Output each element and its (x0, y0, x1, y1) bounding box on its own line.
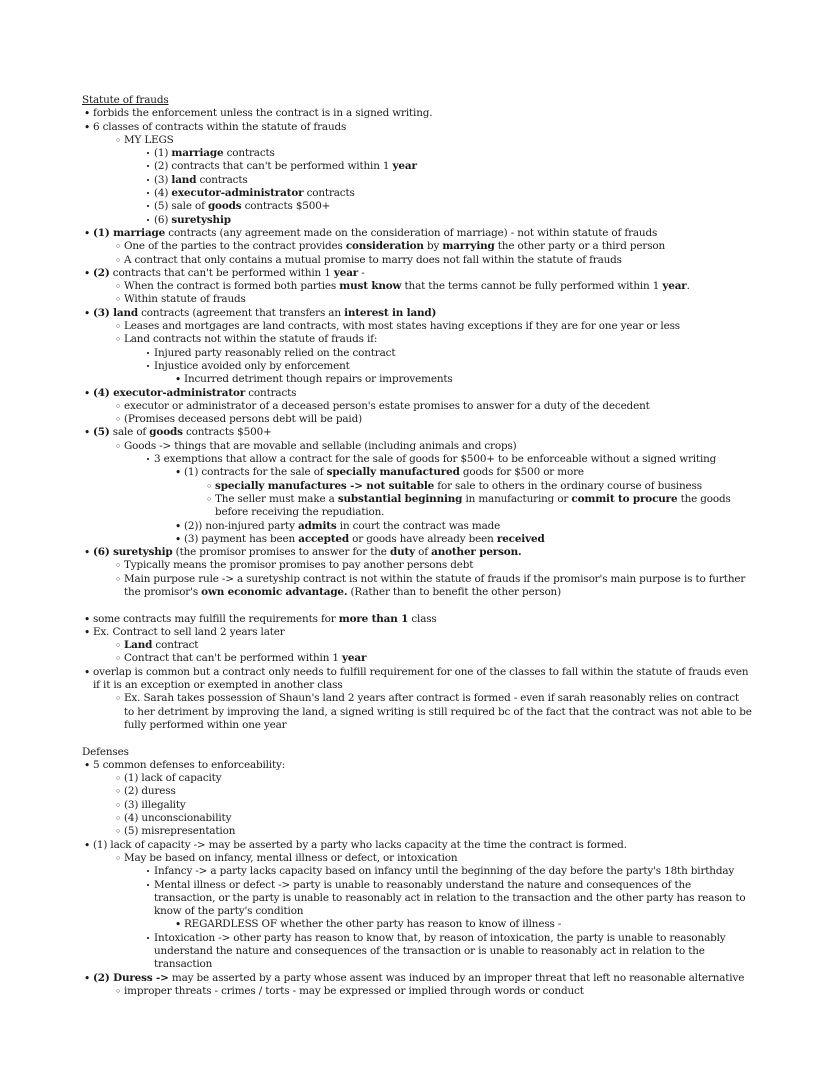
list-item (82, 573, 752, 600)
list-item (82, 972, 752, 985)
text: (3) illegality (124, 798, 186, 811)
text: or goods have already been (348, 532, 497, 545)
bullet-disc-icon (82, 839, 92, 853)
list-item (82, 333, 752, 346)
text: Leases and mortgages are land contracts, with most states having exceptions if they are for one year or less (124, 320, 680, 333)
bullet-disc-icon (82, 666, 92, 680)
list-item (82, 453, 752, 466)
section-heading (82, 94, 752, 107)
text: Land contracts not within the statute of frauds if: (124, 333, 378, 346)
bullet-circle-icon (113, 985, 123, 999)
list-item (82, 466, 752, 479)
bullet-circle-icon (113, 652, 123, 666)
bullet-circle-icon (113, 785, 123, 799)
bullet-circle-icon (113, 333, 123, 347)
bold-text: interest in land) (344, 306, 437, 319)
list-item (82, 852, 752, 865)
section-spacer (82, 599, 752, 612)
list-item (82, 147, 752, 160)
text: - (358, 266, 365, 279)
text: (Rather than to benefit the other person) (347, 585, 562, 598)
bold-text: goods (207, 200, 242, 213)
bullet-disc-icon (82, 307, 92, 321)
text: the goods before receiving the repudiation. (215, 492, 731, 519)
bold-text: more than 1 (338, 612, 409, 625)
list-item (82, 227, 752, 240)
text: When the contract is formed both parties (124, 280, 340, 293)
bullet-circle-icon (113, 812, 123, 826)
text: overlap is common but a contract only needs to fulfill requirement for one of the classes to fall within the statute of frauds even if it is an exception or exempted in another class (93, 665, 749, 692)
list-item (82, 812, 752, 825)
bullet-disc-icon (82, 972, 92, 986)
bold-text: year (333, 266, 359, 279)
bullet-dot-icon (143, 879, 153, 893)
text: (Promises deceased persons debt will be paid) (124, 413, 362, 426)
text: 6 classes of contracts within the statute of frauds (93, 120, 347, 133)
text: contract (152, 639, 199, 652)
text: may be asserted by a party whose assent was induced by an improper threat that left no reasonable alternative (168, 971, 745, 984)
bold-text: substantial beginning (337, 492, 463, 505)
text: Typically means the promisor promises to pay another persons debt (124, 559, 474, 572)
bullet-disc-icon (82, 426, 92, 440)
list-item (82, 160, 752, 173)
bullet-disc-icon (82, 227, 92, 241)
text: Injured party reasonably relied on the contract (154, 346, 396, 359)
list-item (82, 533, 752, 546)
text: Mental illness or defect -> party is unable to reasonably understand the nature and consequences of the transaction, or the party is unable to reasonably act in relation to the transaction and the other party has reason to know of the party's condition (154, 878, 746, 918)
bold-text: own economic advantage. (201, 585, 348, 598)
text: Intoxication -> other party has reason to know that, by reason of intoxication, the party is unable to reasonably understand the nature and consequences of the transaction or is unable to reasonably act in relation to the transaction (154, 931, 726, 971)
list-item (82, 879, 752, 919)
text: contracts $500+ (241, 200, 331, 213)
list-item (82, 865, 752, 878)
list-item (82, 666, 752, 693)
bullet-circle-icon (204, 480, 214, 494)
text: (3) payment has been (184, 532, 299, 545)
text: contracts $500+ (182, 426, 272, 439)
bullet-circle-icon (113, 134, 123, 148)
bold-text: accepted (298, 532, 349, 545)
text: Ex. Sarah takes possession of Shaun's land 2 years after contract is formed - even if sarah reasonably relies on contract to her detriment by improving the land, a signed writing is still required bc of the fact that the contract was not able to be fully performed within one year (124, 692, 752, 731)
section-heading-text: Statute of frauds (82, 94, 169, 106)
bullet-circle-icon (113, 280, 123, 294)
bullet-dot-icon (143, 347, 153, 361)
bullet-disc-icon (173, 466, 183, 480)
text: contracts (303, 187, 355, 200)
text: executor or administrator of a deceased person's estate promises to answer for a duty of the decedent (124, 399, 650, 412)
text: contracts (agreement that transfers an (137, 306, 345, 319)
section-heading (82, 746, 752, 759)
list-item (82, 559, 752, 572)
text: of (415, 546, 432, 559)
bullet-dot-icon (143, 214, 153, 228)
list-item (82, 307, 752, 320)
bold-text: admits (297, 519, 337, 532)
list-item (82, 413, 752, 426)
text: Ex. Contract to sell land 2 years later (93, 625, 285, 638)
text: contracts (any agreement made on the consideration of marriage) - not within statute of frauds (165, 226, 658, 239)
bold-text: year (342, 652, 367, 665)
text: for sale to others in the ordinary course of business (434, 479, 702, 492)
list-item (82, 347, 752, 360)
list-item (82, 692, 752, 732)
bullet-circle-icon (113, 573, 123, 587)
outline-list (82, 759, 752, 998)
list-item (82, 360, 752, 373)
document-page (82, 94, 752, 998)
bullet-dot-icon (143, 174, 153, 188)
bold-text: goods (149, 426, 183, 439)
list-item (82, 373, 752, 386)
bold-text: another person. (431, 546, 522, 559)
text: contracts (196, 173, 248, 186)
text: 5 common defenses to enforceability: (93, 758, 286, 771)
list-item (82, 174, 752, 187)
list-item (82, 254, 752, 267)
text: (4) unconscionability (124, 812, 232, 825)
bullet-disc-icon (82, 626, 92, 640)
bold-text: executor-administrator (171, 187, 304, 200)
text: (1) lack of capacity -> may be asserted by a party who lacks capacity at the time the contract is formed. (93, 838, 627, 851)
list-item (82, 652, 752, 665)
bold-text: (5) (93, 426, 110, 439)
bullet-disc-icon (173, 918, 183, 932)
bullet-circle-icon (113, 400, 123, 414)
list-item (82, 187, 752, 200)
list-item (82, 785, 752, 798)
bullet-circle-icon (113, 852, 123, 866)
text: that the terms cannot be fully performed within 1 (401, 280, 663, 293)
bullet-circle-icon (113, 254, 123, 268)
bullet-disc-icon (173, 373, 183, 387)
text: contracts that can't be performed within 1 (109, 266, 334, 279)
list-item (82, 626, 752, 639)
bullet-dot-icon (143, 453, 153, 467)
text: (3) (154, 173, 172, 186)
text: in manufacturing or (462, 492, 572, 505)
bold-text: (2) Duress -> (93, 971, 169, 984)
list-item (82, 520, 752, 533)
text: (5) sale of (154, 200, 208, 213)
list-item (82, 985, 752, 998)
list-item (82, 493, 752, 520)
list-item (82, 546, 752, 559)
bullet-disc-icon (82, 546, 92, 560)
bullet-dot-icon (143, 865, 153, 879)
text: (2)) non-injured party (184, 519, 298, 532)
list-item (82, 400, 752, 413)
outline-list (82, 613, 752, 733)
bullet-circle-icon (113, 799, 123, 813)
bullet-circle-icon (113, 440, 123, 454)
text: contracts (223, 147, 275, 160)
bold-text: (6) suretyship (93, 546, 173, 559)
bullet-circle-icon (113, 825, 123, 839)
text: contracts (245, 386, 297, 399)
text: in court the contract was made (336, 519, 501, 532)
bullet-dot-icon (143, 932, 153, 946)
list-item (82, 134, 752, 147)
text: the other party or a third person (494, 240, 666, 253)
list-item (82, 825, 752, 838)
section-heading-text: Defenses (82, 745, 129, 758)
bullet-disc-icon (82, 107, 92, 121)
text: goods for $500 or more (459, 466, 584, 479)
bullet-disc-icon (82, 121, 92, 135)
text: Infancy -> a party lacks capacity based on infancy until the beginning of the day before the party's 18th birthday (154, 865, 735, 878)
bold-text: specially manufactures -> not suitable (215, 479, 435, 492)
bold-text: land (171, 173, 197, 186)
bullet-disc-icon (173, 533, 183, 547)
bullet-dot-icon (143, 200, 153, 214)
list-item (82, 759, 752, 772)
bullet-disc-icon (82, 613, 92, 627)
list-item (82, 267, 752, 280)
bold-text: (4) executor-administrator (93, 386, 246, 399)
text: (5) misrepresentation (124, 825, 236, 838)
bullet-disc-icon (82, 387, 92, 401)
bullet-dot-icon (143, 147, 153, 161)
bold-text: (2) (93, 266, 110, 279)
text: some contracts may fulfill the requirements for (93, 612, 339, 625)
bullet-circle-icon (113, 639, 123, 653)
list-item (82, 918, 752, 931)
text: The seller must make a (215, 492, 338, 505)
list-item (82, 280, 752, 293)
bullet-circle-icon (113, 559, 123, 573)
text: (6) (154, 213, 172, 226)
list-item (82, 480, 752, 493)
bold-text: (1) marriage (93, 226, 166, 239)
bold-text: Land (124, 639, 153, 652)
text: 3 exemptions that allow a contract for the sale of goods for $500+ to be enforceable without a signed writing (154, 453, 717, 466)
text: (1) (154, 147, 172, 160)
text: improper threats - crimes / torts - may be expressed or implied through words or conduct (124, 984, 584, 997)
text: Incurred detriment though repairs or improvements (184, 373, 453, 386)
bold-text: duty (389, 546, 416, 559)
text: REGARDLESS OF whether the other party has reason to know of illness - (184, 918, 562, 931)
bold-text: received (496, 532, 545, 545)
list-item (82, 772, 752, 785)
bold-text: consideration (345, 240, 424, 253)
bold-text: marrying (442, 240, 495, 253)
bold-text: (3) land (93, 306, 138, 319)
bold-text: specially manufactured (326, 466, 460, 479)
bold-text: commit to procure (571, 492, 678, 505)
bullet-circle-icon (113, 240, 123, 254)
text: Injustice avoided only by enforcement (154, 359, 350, 372)
bullet-circle-icon (113, 413, 123, 427)
list-item (82, 387, 752, 400)
list-item (82, 293, 752, 306)
bullet-circle-icon (113, 320, 123, 334)
text: class (408, 612, 437, 625)
bullet-dot-icon (143, 160, 153, 174)
text: One of the parties to the contract provides (124, 240, 346, 253)
list-item (82, 440, 752, 453)
text: MY LEGS (124, 133, 174, 146)
text: Goods -> things that are movable and sellable (including animals and crops) (124, 439, 517, 452)
text: (1) lack of capacity (124, 772, 222, 785)
list-item (82, 839, 752, 852)
text: sale of (109, 426, 150, 439)
bullet-circle-icon (113, 692, 123, 706)
text: May be based on infancy, mental illness or defect, or intoxication (124, 851, 458, 864)
bold-text: suretyship (171, 213, 231, 226)
bold-text: marriage (171, 147, 224, 160)
bullet-disc-icon (173, 520, 183, 534)
bullet-circle-icon (113, 772, 123, 786)
list-item (82, 320, 752, 333)
list-item (82, 200, 752, 213)
text: by (423, 240, 443, 253)
section-spacer (82, 732, 752, 745)
bullet-dot-icon (143, 187, 153, 201)
text: forbids the enforcement unless the contract is in a signed writing. (93, 107, 433, 120)
list-item (82, 426, 752, 439)
text: Within statute of frauds (124, 293, 246, 306)
text: (the promisor promises to answer for the (172, 546, 390, 559)
text: (1) contracts for the sale of (184, 466, 327, 479)
text: Main purpose rule -> a suretyship contract is not within the statute of frauds if the promisor's main purpose is to further the promisor's (124, 572, 746, 598)
text: (2) contracts that can't be performed within 1 (154, 160, 393, 173)
text: Contract that can't be performed within 1 (124, 652, 343, 665)
list-item (82, 639, 752, 652)
list-item (82, 121, 752, 134)
bullet-dot-icon (143, 360, 153, 374)
bullet-circle-icon (204, 493, 214, 507)
bullet-disc-icon (82, 267, 92, 281)
bold-text: must know (339, 280, 402, 293)
bullet-disc-icon (82, 759, 92, 773)
list-item (82, 613, 752, 626)
outline-list (82, 107, 752, 599)
bullet-circle-icon (113, 293, 123, 307)
list-item (82, 107, 752, 120)
list-item (82, 799, 752, 812)
bold-text: year (662, 280, 687, 293)
list-item (82, 932, 752, 972)
text: (4) (154, 187, 172, 200)
text: (2) duress (124, 785, 176, 798)
text: A contract that only contains a mutual promise to marry does not fall within the statute of frauds (124, 253, 622, 266)
list-item (82, 240, 752, 253)
bold-text: year (392, 160, 417, 173)
list-item (82, 214, 752, 227)
text: . (686, 280, 690, 293)
